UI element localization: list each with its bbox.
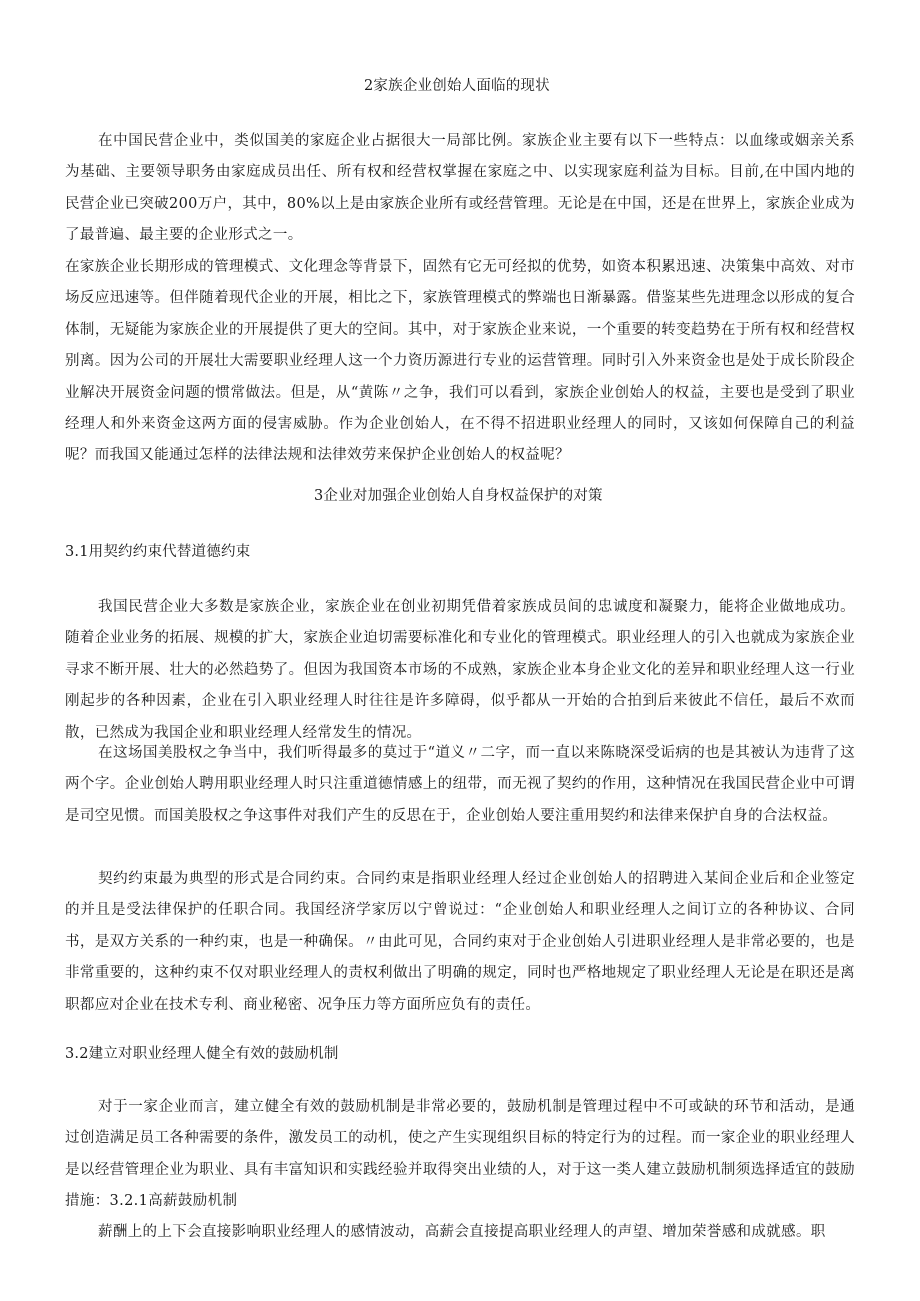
subsection-3-2-paragraph-1: 对于一家企业而言，建立健全有效的鼓励机制是非常必要的，鼓励机制是管理过程中不可或缺的环节和活动，是通过创造满足员工各种需要的条件，激发员工的动机，使之产生实现组织目标的特定行为的过程。而一家企业的职业经理人是以经营管理企业为职业、具有丰富知识和实践经验并取得突出业绩的人，对于这一类人建立鼓励机制须选择适宜的鼓励措施：3.2.1高薪鼓励机制 xyxy=(65,1099,855,1210)
subsection-3-2-paragraph-2: 薪酬上的上下会直接影响职业经理人的感情波动，高薪会直接提高职业经理人的声望、增加荣誉感和成就感。职 xyxy=(98,1224,826,1240)
section-2-paragraph-1: 在中国民营企业中，类似国美的家庭企业占据很大一局部比例。家族企业主要有以下一些特点：以血缘或姻亲关系为基础、主要领导职务由家庭成员出任、所有权和经营权掌握在家庭之中、以实现家庭利益为目标。目前,在中国内地的民营企业已突破200万户，其中，80%以上是由家族企业所有或经营管理。无论是在中国，还是在世界上，家族企业成为了最普遍、最主要的企业形式之一。 xyxy=(65,133,855,244)
subsection-3-1-title: 3.1用契约约束代替道德约束 xyxy=(65,544,251,560)
subsection-3-2-title: 3.2建立对职业经理人健全有效的鼓励机制 xyxy=(65,1046,339,1062)
subsection-3-1-paragraph-3: 契约约束最为典型的形式是合同约束。合同约束是指职业经理人经过企业创始人的招聘进入某间企业后和企业签定的并且是受法律保护的任职合同。我国经济学家厉以宁曾说过：“企业创始人和职业经理人之间订立的各种协议、合同书，是双方关系的一种约束，也是一种确保。〃由此可见，合同约束对于企业创始人引进职业经理人是非常必要的，也是非常重要的，这种约束不仅对职业经理人的责权利做出了明确的规定，同时也严格地规定了职业经理人无论是在职还是离职都应对企业在技术专利、商业秘密、况争压力等方面所应负有的责任。 xyxy=(65,871,855,1013)
section-2-paragraph-2: 在家族企业长期形成的管理模式、文化理念等背景下，固然有它无可经拟的优势，如资本积累迅速、决策集中高效、对市场反应迅速等。但伴随着现代企业的开展，相比之下，家族管理模式的弊端也日渐暴露。借鉴某些先进理念以形成的复合体制，无疑能为家族企业的开展提供了更大的空间。其中，对于家族企业来说，一个重要的转变趋势在于所有权和经营权别离。因为公司的开展壮大需要职业经理人这一个力资历源进行专业的运营管理。同时引入外来资金也是处于成长阶段企业解决开展资金问题的惯常做法。但是，从“黄陈〃之争，我们可以看到，家族企业创始人的权益，主要也是受到了职业经理人和外来资金这两方面的侵害威胁。作为企业创始人，在不得不招进职业经理人的同时，又该如何保障自己的利益呢？而我国又能通过怎样的法律法规和法律效劳来保护企业创始人的权益呢？ xyxy=(65,259,855,464)
subsection-3-1-paragraph-2: 在这场国美股权之争当中，我们听得最多的莫过于“道义〃二字，而一直以来陈晓深受诟病的也是其被认为违背了这两个字。企业创始人聘用职业经理人时只注重道德情感上的纽带，而无视了契约的作用，这种情况在我国民营企业中可谓是司空见惯。而国美股权之争这事件对我们产生的反思在于，企业创始人要注重用契约和法律来保护自身的合法权益。 xyxy=(65,745,855,824)
subsection-3-1-paragraph-1: 我国民营企业大多数是家族企业，家族企业在创业初期凭借着家族成员间的忠诚度和凝聚力，能将企业做地成功。随着企业业务的拓展、规模的扩大，家族企业迫切需要标准化和专业化的管理模式。职业经理人的引入也就成为家族企业寻求不断开展、壮大的必然趋势了。但因为我国资本市场的不成熟，家族企业本身企业文化的差异和职业经理人这一行业刚起步的各种因素，企业在引入职业经理人时往往是许多障碍，似乎都从一开始的合拍到后来彼此不信任，最后不欢而散，已然成为我国企业和职业经理人经常发生的情况。 xyxy=(65,599,855,741)
section-3-title: 3企业对加强企业创始人自身权益保护的对策 xyxy=(314,488,603,504)
section-2-title: 2家族企业创始人面临的现状 xyxy=(364,78,550,94)
